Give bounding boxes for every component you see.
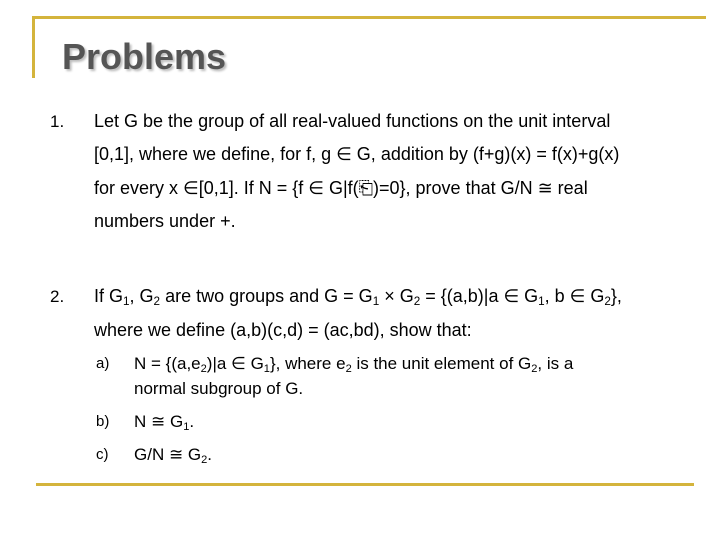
- problem-1-line-3: for every x ∈[0,1]. If N = {f ∈ G|f(⎗)=0}, prove that G/N ≅ real: [94, 178, 588, 198]
- problem-1-number: 1.: [50, 112, 65, 131]
- bottom-rule: [36, 483, 694, 486]
- subitem-c-label: c): [96, 446, 109, 463]
- subitem-a-line-1: $N = \{(a,e_2)|a$ ∈ $G_1$}, where $e_2$ is the unit element of $G_2$, is a: [134, 354, 574, 375]
- subitem-a-line-2: normal subgroup of G.: [134, 379, 304, 398]
- left-rule: [32, 16, 35, 78]
- problem-1-line-2: [0,1], where we define, for f, g ∈ G, addition by (f+g)(x) = f(x)+g(x): [94, 144, 620, 164]
- subitem-c-text: G/N ≅ $G_2$.: [134, 445, 213, 466]
- problem-1-line-4: numbers under +.: [94, 211, 236, 231]
- subitem-a-label: a): [96, 355, 110, 372]
- problem-2-number: 2.: [50, 287, 65, 306]
- problem-1-line-1: Let G be the group of all real-valued functions on the unit interval: [94, 111, 611, 131]
- problem-2-line-2: where we define (a,b)(c,d) = (ac,bd), show that:: [94, 320, 472, 340]
- subitem-b-text: N ≅ $G_1$.: [134, 412, 195, 433]
- subitem-b-label: b): [96, 413, 110, 430]
- top-rule: [32, 16, 706, 19]
- problem-2-line-1: If $G_1$, $G_2$ are two groups and $G = G_1 \times G_2 = \{(a,b)|a$ ∈ $G_1$, b ∈ $G_2$},: [94, 286, 622, 308]
- slide-title: Problems: [62, 36, 227, 77]
